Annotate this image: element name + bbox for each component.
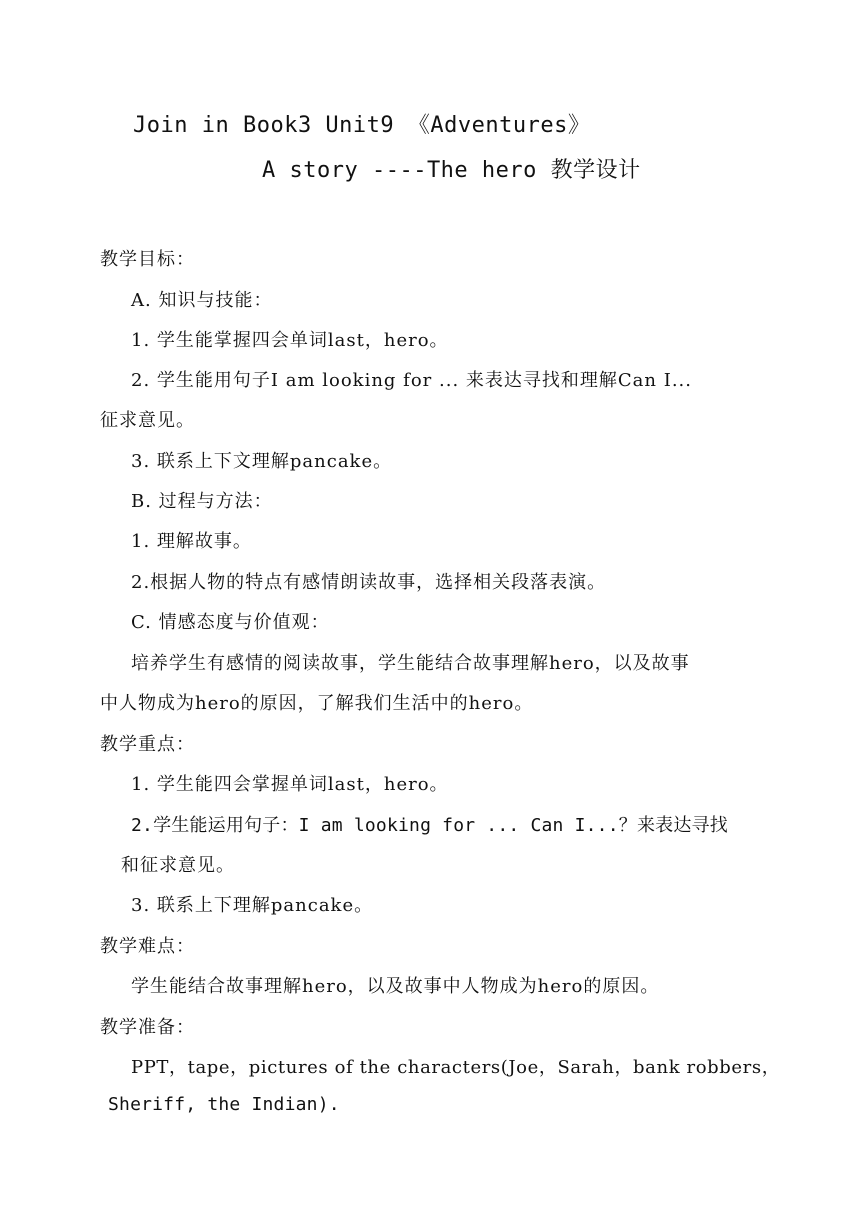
process-item-1: 1. 理解故事。: [131, 531, 252, 552]
difficulty-heading: 教学难点：: [100, 936, 195, 957]
attitude-values-text: 培养学生有感情的阅读故事，学生能结合故事理解hero，以及故事: [131, 653, 690, 674]
attitude-values-heading: C. 情感态度与价值观：: [131, 612, 330, 633]
key-point-2-continued: 和征求意见。: [121, 855, 235, 876]
key-point-2: 2.学生能运用句子：I am looking for ... Can I...？来表达寻找: [131, 815, 728, 836]
key-points-heading: 教学重点：: [100, 734, 195, 755]
key-point-3: 3. 联系上下理解pancake。: [131, 895, 374, 916]
preparation-heading: 教学准备：: [100, 1017, 195, 1038]
knowledge-item-2: 2. 学生能用句子I am looking for ... 来表达寻找和理解Can I...: [131, 370, 692, 391]
preparation-text-continued: Sheriff, the Indian).: [108, 1094, 340, 1115]
objectives-heading: 教学目标：: [100, 249, 195, 270]
process-item-2: 2.根据人物的特点有感情朗读故事，选择相关段落表演。: [131, 572, 607, 593]
attitude-values-text-continued: 中人物成为hero的原因，了解我们生活中的hero。: [100, 693, 534, 714]
doc-title-line2: A story ----The hero 教学设计: [262, 158, 641, 183]
doc-title-line1: Join in Book3 Unit9 《Adventures》: [133, 113, 591, 138]
knowledge-skills-heading: A. 知识与技能：: [131, 290, 273, 311]
knowledge-item-3: 3. 联系上下文理解pancake。: [131, 451, 393, 472]
knowledge-item-2-continued: 征求意见。: [100, 410, 195, 431]
difficulty-text: 学生能结合故事理解hero，以及故事中人物成为hero的原因。: [131, 976, 660, 997]
process-method-heading: B. 过程与方法：: [131, 491, 273, 512]
knowledge-item-1: 1. 学生能掌握四会单词last，hero。: [131, 330, 449, 351]
preparation-text: PPT，tape，pictures of the characters(Joe，Sarah，bank robbers，: [131, 1057, 781, 1078]
key-point-1: 1. 学生能四会掌握单词last，hero。: [131, 774, 449, 795]
